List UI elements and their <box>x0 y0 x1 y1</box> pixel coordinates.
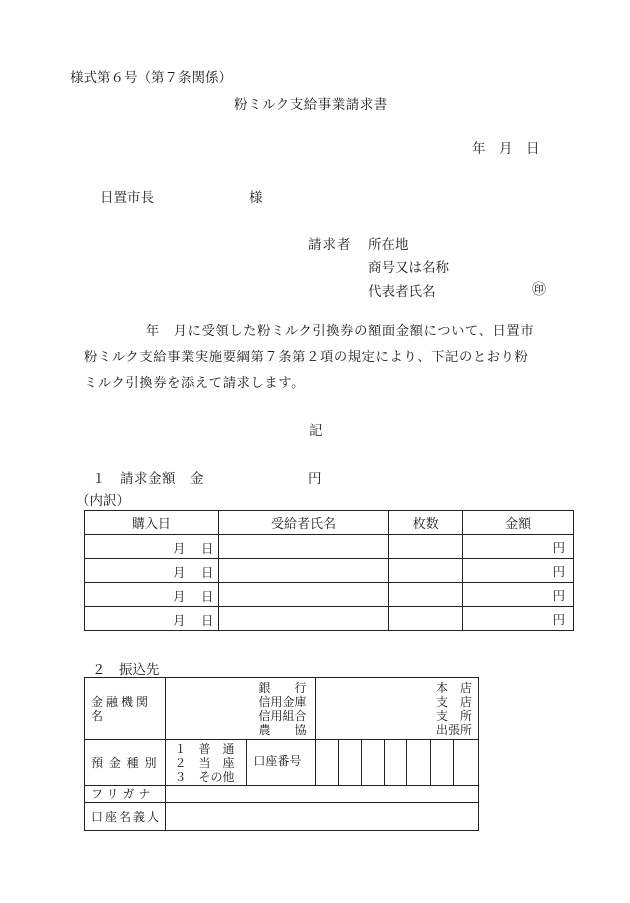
form-number: 様式第６号（第７条関係） <box>70 70 232 86</box>
body-text-line-3: ミルク引換券を添えて請求します。 <box>84 376 306 391</box>
honorific: 様 <box>249 190 263 206</box>
day-label: 日 <box>201 565 214 580</box>
recipient-name-cell[interactable] <box>218 535 389 559</box>
claimant-label: 請求者 <box>308 237 352 253</box>
month-label: 月 <box>173 589 186 604</box>
header-purchase-date: 購入日 <box>85 511 219 535</box>
recipient-name-cell[interactable] <box>218 607 389 631</box>
table-row <box>85 535 574 559</box>
deposit-option-other: ３ その他 <box>174 769 235 784</box>
month-label: 月 <box>173 541 186 556</box>
ki-heading: 記 <box>309 423 323 439</box>
month-label: 月 <box>173 565 186 580</box>
account-holder-label: 口座名義人 <box>85 803 166 831</box>
breakdown-label: （内訳） <box>76 493 130 509</box>
month-label: 月 <box>173 613 186 628</box>
header-recipient-name: 受給者氏名 <box>218 511 389 535</box>
day-label: 日 <box>201 613 214 628</box>
bank-type-bank: 銀 行 <box>258 680 307 695</box>
table-row <box>85 583 574 607</box>
document-title: 粉ミルク支給事業請求書 <box>234 97 388 113</box>
body-text-line-1: 年 月に受領した粉ミルク引換券の額面金額について、日置市 <box>132 324 535 339</box>
account-digit-box[interactable] <box>384 740 407 786</box>
amount-cell[interactable]: 円 <box>463 559 574 583</box>
transfer-table <box>84 677 479 831</box>
sheet-count-cell[interactable] <box>389 607 463 631</box>
purchase-date-cell[interactable] <box>85 583 219 607</box>
account-digit-box[interactable] <box>339 740 362 786</box>
day-label: 日 <box>201 541 214 556</box>
account-number-label: 口座番号 <box>247 740 316 786</box>
breakdown-header-row <box>85 511 574 535</box>
sheet-count-cell[interactable] <box>389 535 463 559</box>
deposit-type-label: 預 金 種 別 <box>85 740 166 786</box>
company-label: 商号又は名称 <box>368 260 449 276</box>
branch-type-agency: 出張所 <box>435 722 472 737</box>
addressee: 日置市長 <box>100 190 154 206</box>
account-holder-field[interactable] <box>166 803 479 831</box>
day-label: 日 <box>201 589 214 604</box>
branch-type-sub-branch: 支 所 <box>435 708 472 723</box>
address-label: 所在地 <box>368 237 409 253</box>
deposit-type-options[interactable] <box>166 740 247 786</box>
account-digit-box[interactable] <box>454 740 479 786</box>
bank-type-credit-union: 信用組合 <box>258 708 307 723</box>
bank-name-cell[interactable] <box>166 678 316 740</box>
purchase-date-cell[interactable] <box>85 535 219 559</box>
furigana-field[interactable] <box>166 786 479 803</box>
body-text-line-2: 粉ミルク支給事業実施要綱第７条第２項の規定により、下記のとおり粉 <box>84 350 529 365</box>
header-amount: 金額 <box>463 511 574 535</box>
branch-name-cell[interactable] <box>316 678 479 740</box>
account-digit-box[interactable] <box>431 740 454 786</box>
bank-type-shinkin: 信用金庫 <box>258 694 307 709</box>
branch-type-head: 本 店 <box>435 680 472 695</box>
amount-cell[interactable]: 円 <box>463 607 574 631</box>
furigana-label: フリガナ <box>85 786 166 803</box>
sheet-count-cell[interactable] <box>389 583 463 607</box>
furigana-row <box>85 786 479 803</box>
branch-type-branch: 支 店 <box>435 694 472 709</box>
recipient-name-cell[interactable] <box>218 559 389 583</box>
breakdown-table <box>84 510 574 631</box>
deposit-row <box>85 740 479 786</box>
deposit-option-ordinary: １ 普 通 <box>174 741 235 756</box>
bank-type-ja: 農 協 <box>258 722 307 737</box>
account-digit-box[interactable] <box>316 740 339 786</box>
amount-cell[interactable]: 円 <box>463 535 574 559</box>
account-digit-box[interactable] <box>407 740 431 786</box>
account-digit-box[interactable] <box>361 740 384 786</box>
deposit-option-current: ２ 当 座 <box>174 755 235 770</box>
recipient-name-cell[interactable] <box>218 583 389 607</box>
purchase-date-cell[interactable] <box>85 607 219 631</box>
date-line: 年 月 日 <box>472 141 540 157</box>
purchase-date-cell[interactable] <box>85 559 219 583</box>
bank-label: 金融機関名 <box>85 678 166 740</box>
header-sheet-count: 枚数 <box>389 511 463 535</box>
representative-label: 代表者氏名 <box>368 284 436 300</box>
amount-cell[interactable]: 円 <box>463 583 574 607</box>
section-1-heading: １ 請求金額 金 <box>92 471 204 487</box>
bank-row <box>85 678 479 740</box>
section-1-yen: 円 <box>308 471 322 487</box>
account-holder-row <box>85 803 479 831</box>
seal-mark: ㊞ <box>532 282 546 298</box>
section-2-heading: ２ 振込先 <box>92 662 160 678</box>
sheet-count-cell[interactable] <box>389 559 463 583</box>
table-row <box>85 607 574 631</box>
table-row <box>85 559 574 583</box>
